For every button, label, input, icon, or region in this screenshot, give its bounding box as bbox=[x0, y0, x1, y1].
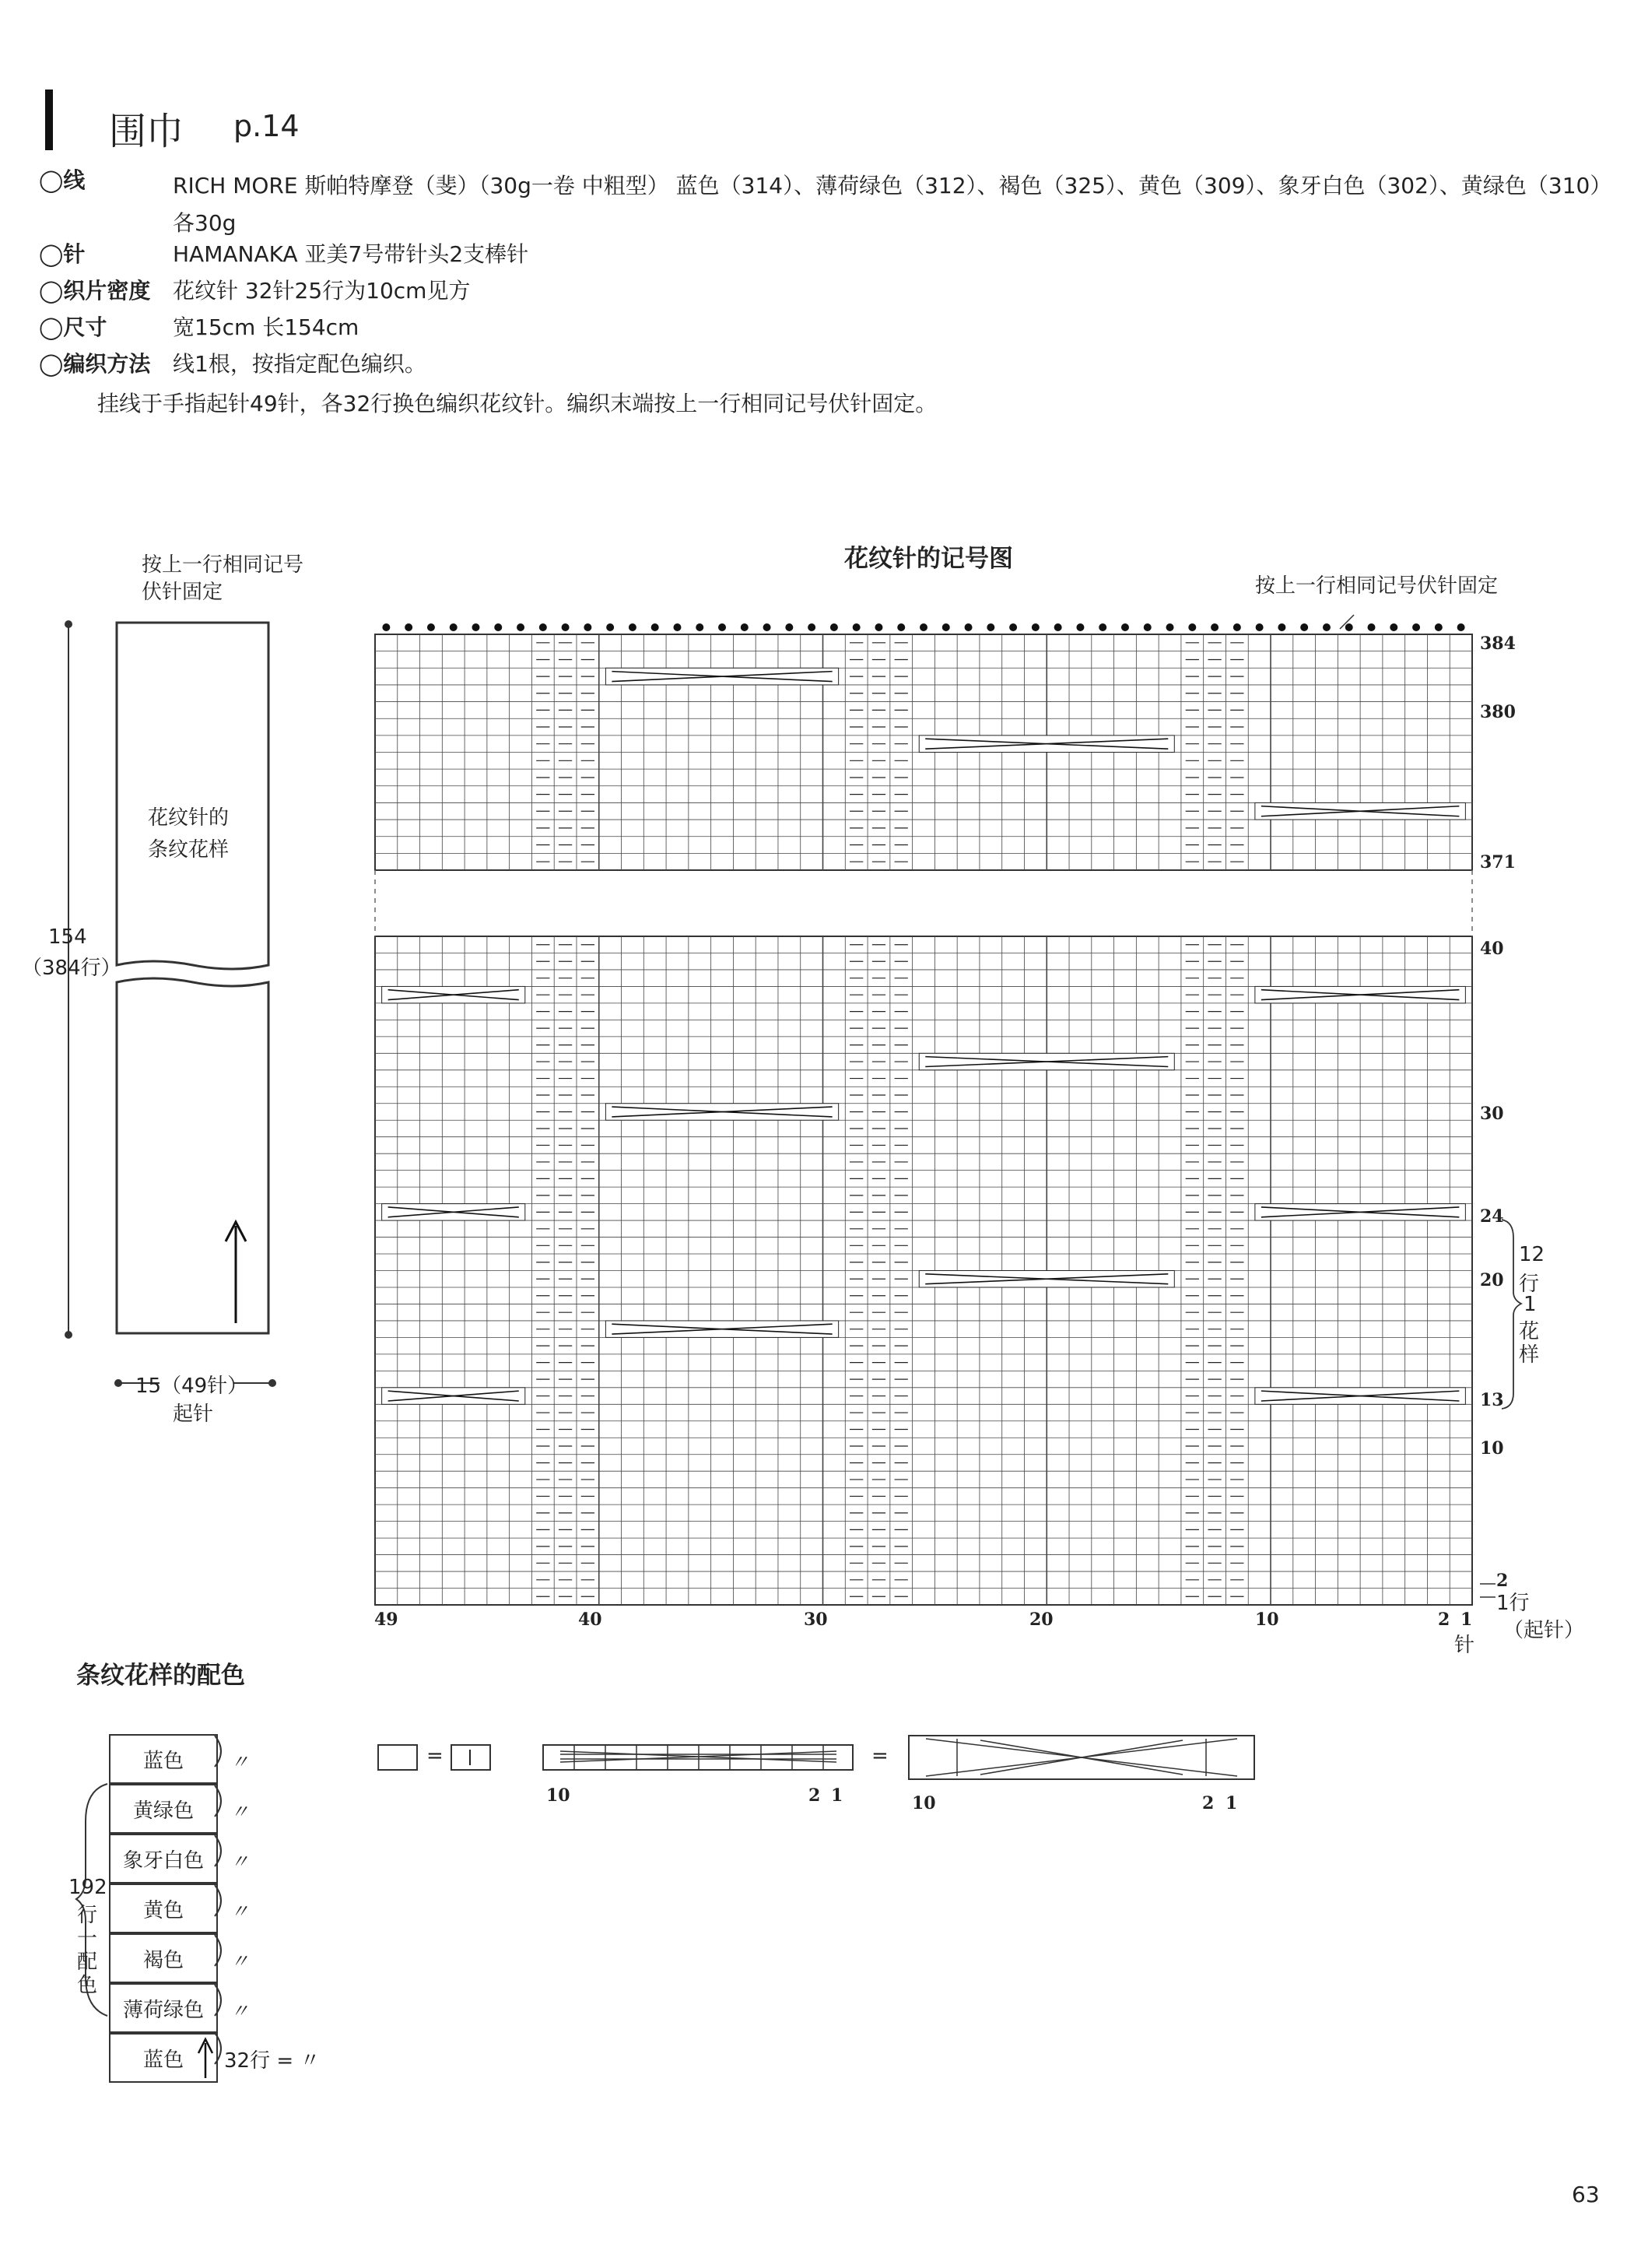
schematic-width-2: 起针 bbox=[173, 1403, 214, 1426]
stripe-blue-bottom: 蓝色 bbox=[109, 2033, 218, 2083]
method-note: 挂线于手指起针49针，各32行换色编织花纹针。编织末端按上一行相同记号伏针固定。 bbox=[97, 391, 938, 416]
rows-note: 32行 = 〃 bbox=[224, 2049, 321, 2073]
legend-cable-label-1: 1 bbox=[831, 1785, 843, 1806]
page-title: 围巾 bbox=[109, 110, 184, 153]
row-label-384: 384 bbox=[1480, 634, 1516, 654]
repeat-label-3: 1 bbox=[1524, 1293, 1537, 1316]
stitch-label-2: 2 bbox=[1438, 1610, 1450, 1630]
stitch-label-20: 20 bbox=[1029, 1610, 1054, 1630]
stitch-label-49: 49 bbox=[374, 1610, 398, 1630]
schematic-height-1: 154 bbox=[48, 925, 87, 949]
legend-wide-cable-label-1: 1 bbox=[1226, 1793, 1238, 1813]
spec-label: ◯线 bbox=[39, 167, 86, 193]
row-label-380: 380 bbox=[1480, 702, 1516, 722]
repeat-label-5: 样 bbox=[1519, 1343, 1540, 1367]
cast-on-label: （起针） bbox=[1503, 1619, 1585, 1642]
legend-cable-label-10: 10 bbox=[546, 1785, 570, 1806]
row-label-371: 371 bbox=[1480, 852, 1516, 872]
stripe-yellow-green: 黄绿色 bbox=[109, 1784, 218, 1834]
ditto-mark: 〃 bbox=[230, 2000, 249, 2022]
symbol-legend bbox=[0, 1728, 1323, 1821]
spec-label: ◯织片密度 bbox=[39, 278, 151, 304]
row-label-10: 10 bbox=[1480, 1438, 1504, 1459]
spec-value: HAMANAKA 亚美7号带针头2支棒针 bbox=[173, 241, 529, 267]
page-number: 63 bbox=[1572, 2182, 1600, 2207]
ditto-mark: 〃 bbox=[230, 1950, 249, 1972]
bracket-label-3: 一 bbox=[77, 1927, 98, 1950]
ditto-mark: 〃 bbox=[230, 1801, 249, 1823]
row-label-1: 1行 bbox=[1496, 1592, 1530, 1615]
schematic-body-2: 条纹花样 bbox=[148, 838, 230, 862]
legend-equals-2: = bbox=[871, 1744, 889, 1768]
row-label-20: 20 bbox=[1480, 1270, 1504, 1290]
spec-label: ◯尺寸 bbox=[39, 314, 107, 340]
repeat-label-2: 行 bbox=[1519, 1273, 1540, 1296]
stitch-unit-label: 针 bbox=[1454, 1634, 1475, 1657]
ditto-mark: 〃 bbox=[230, 1901, 249, 1922]
legend-wide-cable-label-10: 10 bbox=[912, 1793, 936, 1813]
row-label-30: 30 bbox=[1480, 1104, 1504, 1124]
row-label-13: 13 bbox=[1480, 1390, 1504, 1410]
stitch-label-40: 40 bbox=[578, 1610, 602, 1630]
stripe-ivory: 象牙白色 bbox=[109, 1834, 218, 1884]
schematic-width-1: 15（49针） bbox=[135, 1374, 248, 1398]
stitch-label-30: 30 bbox=[804, 1610, 828, 1630]
bracket-label-5: 色 bbox=[77, 1974, 98, 1997]
page-reference: p.14 bbox=[233, 109, 300, 143]
stitch-label-10: 10 bbox=[1255, 1610, 1279, 1630]
chart-title: 花纹针的记号图 bbox=[844, 545, 1013, 573]
spec-value: 线1根，按指定配色编织。 bbox=[173, 351, 426, 377]
bracket-label-4: 配 bbox=[77, 1950, 98, 1974]
schematic-note-1: 按上一行相同记号 bbox=[142, 553, 304, 577]
spec-label: ◯编织方法 bbox=[39, 351, 151, 377]
legend-wide-cable-label-2: 2 bbox=[1202, 1793, 1215, 1813]
spec-value: RICH MORE 斯帕特摩登（斐）（30g一卷 中粗型） 蓝色（314）、薄荷绿色（312）、褐色（325）、黄色（309）、象牙白色（302）、黄绿色（310）各30g bbox=[173, 173, 1612, 236]
legend-equals-1: = bbox=[426, 1744, 444, 1768]
repeat-label-1: 12 bbox=[1519, 1243, 1545, 1266]
chart-bindoff-note: 按上一行相同记号伏针固定 bbox=[1255, 574, 1499, 598]
bracket-label-1: 192 bbox=[68, 1876, 107, 1899]
legend-cable-label-2: 2 bbox=[808, 1785, 821, 1806]
chart-grid bbox=[375, 615, 1521, 1605]
schematic-height-2: （384行） bbox=[22, 957, 121, 980]
color-scheme-title: 条纹花样的配色 bbox=[76, 1662, 245, 1690]
spec-value: 花纹针 32针25行为10cm见方 bbox=[173, 278, 471, 304]
schematic-note-2: 伏针固定 bbox=[142, 581, 223, 604]
repeat-label-4: 花 bbox=[1519, 1320, 1540, 1343]
row-label-2: 2 bbox=[1496, 1571, 1509, 1591]
spec-value: 宽15cm 长154cm bbox=[173, 314, 359, 340]
stripe-brown: 褐色 bbox=[109, 1933, 218, 1983]
schematic-body-1: 花纹针的 bbox=[148, 806, 230, 830]
bracket-label-2: 行 bbox=[77, 1904, 98, 1927]
spec-label: ◯针 bbox=[39, 241, 86, 267]
ditto-mark: 〃 bbox=[230, 1751, 249, 1773]
ditto-mark: 〃 bbox=[230, 1851, 249, 1873]
stitch-label-1: 1 bbox=[1460, 1610, 1473, 1630]
stripe-mint: 薄荷绿色 bbox=[109, 1983, 218, 2033]
row-label-24: 24 bbox=[1480, 1206, 1504, 1227]
stripe-blue-top: 蓝色 bbox=[109, 1734, 218, 1784]
row-label-40: 40 bbox=[1480, 939, 1504, 959]
stripe-yellow: 黄色 bbox=[109, 1884, 218, 1933]
